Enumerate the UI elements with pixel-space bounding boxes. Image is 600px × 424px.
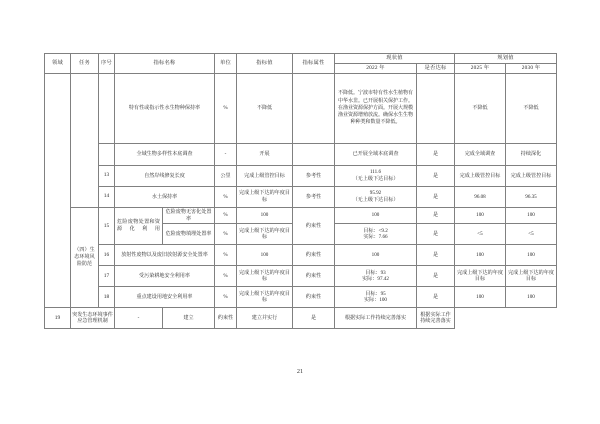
table-row xyxy=(45,73,557,143)
plan-2030-cell: <5 xyxy=(506,224,557,245)
domain-cell xyxy=(45,73,71,307)
current-value-cell: 已开展全域本底调查 xyxy=(335,143,417,165)
seq-cell xyxy=(99,143,115,165)
plan-2025-cell: 完成上级管控目标 xyxy=(455,165,506,186)
th-domain: 领域 xyxy=(45,54,71,74)
indicator-attribute-cell xyxy=(293,73,335,143)
indicator-table-container xyxy=(44,53,556,329)
is-met-cell: 是 xyxy=(417,245,455,266)
table-body xyxy=(45,73,557,328)
indicator-value-cell: 完成上级下达的年度目标 xyxy=(237,224,293,245)
current-value-line-2: 实际：100 xyxy=(364,297,387,304)
current-value-line-1: 111.6 xyxy=(369,169,382,176)
current-value-line-2: （无上级下达目标） xyxy=(352,175,399,182)
seq-cell: 13 xyxy=(99,165,115,186)
current-value-cell xyxy=(335,165,417,186)
current-value-cell xyxy=(335,224,417,245)
table-header xyxy=(45,54,557,74)
th-plan-2030: 2030 年 xyxy=(506,63,557,73)
plan-2025-cell: 100 xyxy=(455,245,506,266)
unit-cell: % xyxy=(215,287,237,308)
indicator-name-cell: 全域生物多样性本底调查 xyxy=(115,143,215,165)
indicator-value-cell: 完成上级下达的年度目标 xyxy=(237,266,293,287)
th-indicator-name: 指标名称 xyxy=(115,54,215,74)
indicator-value-cell: 完成上级管控目标 xyxy=(237,165,293,186)
plan-2030-cell: 100 xyxy=(506,207,557,223)
plan-2025-cell: 100 xyxy=(455,287,506,308)
seq-cell: 19 xyxy=(45,308,71,329)
current-value-cell xyxy=(335,186,417,207)
indicator-name-cell: 特有性或指示性水生物种保持率 xyxy=(115,73,215,143)
current-value-line-1: 95.92 xyxy=(369,190,382,197)
plan-2030-cell: 96.35 xyxy=(506,186,557,207)
plan-2025-cell: 不降低 xyxy=(455,73,506,143)
indicator-name-cell: 放射性废物以及废旧放射源安全处置率 xyxy=(115,245,215,266)
current-value-cell: 不降低。宁波市特有性水生植物有中华水韭。已开展相关保护工作。在渔业资源保护方面。开展大规模渔业资源增殖放流。确保水生生物种种类和数量不降低。 xyxy=(335,73,417,143)
indicator-attribute-cell: 约束性 xyxy=(293,245,335,266)
indicator-value-cell: 完成上级下达的年度目标 xyxy=(237,287,293,308)
th-seq: 序号 xyxy=(99,54,115,74)
plan-2025-cell: 完成上级下达的年度目标 xyxy=(455,266,506,287)
is-met-cell: 是 xyxy=(293,308,335,329)
current-value-line-1: 目标：<9.2 xyxy=(363,227,388,234)
plan-2025-cell: 100 xyxy=(455,207,506,223)
unit-cell: % xyxy=(215,245,237,266)
plan-2025-cell: 96.08 xyxy=(455,186,506,207)
is-met-cell: 是 xyxy=(417,186,455,207)
plan-2025-cell: <5 xyxy=(455,224,506,245)
indicator-name-cell: 自然岸线修复长度 xyxy=(115,165,215,186)
indicator-table xyxy=(44,53,557,329)
is-met-cell: 是 xyxy=(417,266,455,287)
indicator-value-cell: 100 xyxy=(237,207,293,223)
seq-cell: 17 xyxy=(99,266,115,287)
table-row xyxy=(45,207,557,223)
current-value-line-2: （无上级下达目标） xyxy=(352,196,399,203)
th-is-met: 是否达标 xyxy=(417,63,455,73)
th-indicator-value: 指标值 xyxy=(237,54,293,74)
indicator-name-cell: 水土保持率 xyxy=(115,186,215,207)
unit-cell: 公里 xyxy=(215,165,237,186)
indicator-attribute-cell: 约束性 xyxy=(293,287,335,308)
indicator-attribute-cell: 参考性 xyxy=(293,165,335,186)
seq-cell: 18 xyxy=(99,287,115,308)
is-met-cell: 是 xyxy=(417,287,455,308)
indicator-name-cell: 重点建设用地安全利用率 xyxy=(115,287,215,308)
th-current-year: 2022 年 xyxy=(335,63,417,73)
table-row xyxy=(45,266,557,287)
indicator-name-cell: 突发生态环境事件应急管理机制 xyxy=(71,308,115,329)
unit-cell: % xyxy=(215,73,237,143)
table-row xyxy=(45,143,557,165)
current-value-line-2: 实际：97.42 xyxy=(362,276,389,283)
task-cell-top xyxy=(71,73,99,207)
th-task: 任务 xyxy=(71,54,99,74)
current-value-cell: 100 xyxy=(335,245,417,266)
current-value-line-1: 目标：93 xyxy=(365,269,386,276)
current-value-line-2: 实际：7.66 xyxy=(363,234,388,241)
plan-2030-cell: 完成上级管控目标 xyxy=(506,165,557,186)
indicator-value-cell: 不降低 xyxy=(237,73,293,143)
is-met-cell: 是 xyxy=(417,207,455,223)
indicator-attribute-cell: 约束性 xyxy=(293,207,335,244)
th-current-value-group: 现状值 xyxy=(335,54,455,64)
current-value-cell xyxy=(335,266,417,287)
plan-2030-cell: 完成上级下达的年度目标 xyxy=(506,266,557,287)
plan-2030-cell: 100 xyxy=(506,245,557,266)
unit-cell: % xyxy=(215,186,237,207)
is-met-cell: 是 xyxy=(417,165,455,186)
th-plan-2025: 2025 年 xyxy=(455,63,506,73)
unit-cell: % xyxy=(215,207,237,223)
current-value-line-1: 目标：95 xyxy=(365,290,386,297)
unit-cell: % xyxy=(215,224,237,245)
indicator-subname-cell: 危险废物填埋处置率 xyxy=(163,224,215,245)
indicator-attribute-cell xyxy=(293,143,335,165)
page-number: 21 xyxy=(296,368,304,375)
unit-cell: % xyxy=(215,266,237,287)
plan-2030-cell: 持续深化 xyxy=(506,143,557,165)
th-unit: 单位 xyxy=(215,54,237,74)
current-value-cell: 100 xyxy=(335,207,417,223)
is-met-cell: 是 xyxy=(417,143,455,165)
plan-2030-cell: 根据实际工作持续完善落实 xyxy=(417,308,455,329)
indicator-name-cell: 危险废物处置和资源化利用 xyxy=(115,207,163,244)
plan-2025-cell: 完成全域调查 xyxy=(455,143,506,165)
table-row xyxy=(45,165,557,186)
seq-cell xyxy=(99,73,115,143)
unit-cell: - xyxy=(115,308,163,329)
is-met-cell: 是 xyxy=(417,224,455,245)
indicator-subname-cell: 危险废物无害化处置率 xyxy=(163,207,215,223)
indicator-attribute-cell: 约束性 xyxy=(215,308,237,329)
table-row xyxy=(45,245,557,266)
indicator-name-cell: 受污染耕地安全利用率 xyxy=(115,266,215,287)
table-row xyxy=(45,287,557,308)
unit-cell: - xyxy=(215,143,237,165)
task-cell: （四）生态环境风险防范 xyxy=(71,207,99,307)
table-row xyxy=(45,308,557,329)
seq-cell: 14 xyxy=(99,186,115,207)
indicator-value-cell: 开展 xyxy=(237,143,293,165)
indicator-value-cell: 100 xyxy=(237,245,293,266)
plan-2030-cell: 100 xyxy=(506,287,557,308)
table-row xyxy=(45,186,557,207)
indicator-attribute-cell: 参考性 xyxy=(293,186,335,207)
seq-cell: 16 xyxy=(99,245,115,266)
current-value-cell xyxy=(335,287,417,308)
indicator-value-cell: 建立 xyxy=(163,308,215,329)
plan-2030-cell: 不降低 xyxy=(506,73,557,143)
indicator-attribute-cell: 约束性 xyxy=(293,266,335,287)
indicator-value-cell: 完成上级下达的年度目标 xyxy=(237,186,293,207)
seq-cell: 15 xyxy=(99,207,115,244)
th-indicator-attribute: 指标属性 xyxy=(293,54,335,74)
is-met-cell xyxy=(417,73,455,143)
plan-2025-cell: 根据实际工作持续完善落实 xyxy=(335,308,417,329)
current-value-cell: 建立并实行 xyxy=(237,308,293,329)
th-planned-value-group: 规划值 xyxy=(455,54,557,64)
header-row-1 xyxy=(45,54,557,64)
